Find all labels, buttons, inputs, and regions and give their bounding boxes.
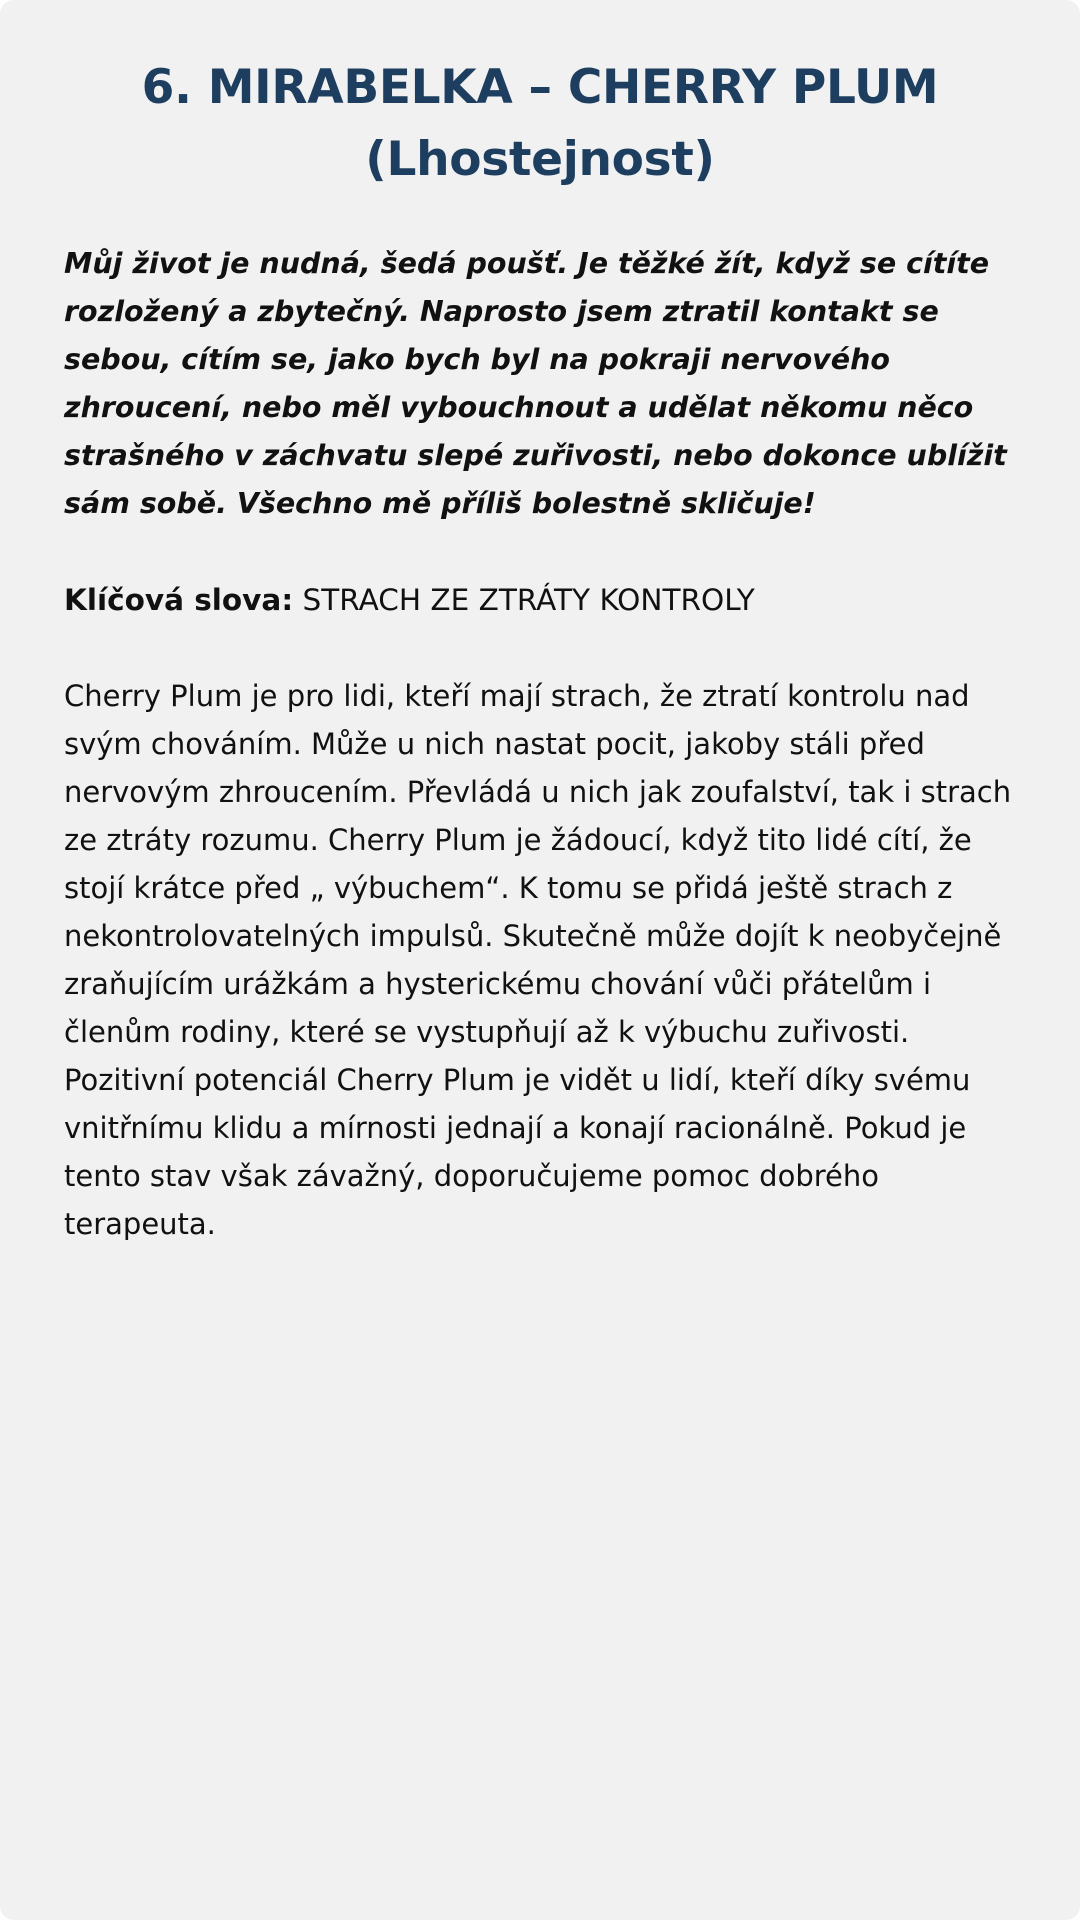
title-line-2: (Lhostejnost): [365, 132, 715, 187]
keywords-value: STRACH ZE ZTRÁTY KONTROLY: [302, 583, 755, 617]
page-title: [64, 52, 1016, 196]
title-line-1: 6. MIRABELKA – CHERRY PLUM: [141, 60, 939, 115]
description-paragraph: Cherry Plum je pro lidi, kteří mají strach, že ztratí kontrolu nad svým chováním. Může u nich nastat pocit, jakoby stáli před nervovým zhroucením. Převládá u nich jak zoufalství, tak i strach ze ztráty rozumu. Cherry Plum je žádoucí, když tito lidé cítí, že stojí krátce před „ výbuchem“. K tomu se přidá ještě strach z nekontrolovatelných impulsů. Skutečně může dojít k neobyčejně zraňujícím urážkám a hysterickému chování vůči přátelům i členům rodiny, které se vystupňují až k výbuchu zuřivosti. Pozitivní potenciál Cherry Plum je vidět u lidí, kteří díky svému vnitřnímu klidu a mírnosti jednají a konají racionálně. Pokud je tento stav však závažný, doporučujeme pomoc dobrého terapeuta.: [64, 679, 1012, 1241]
keywords-line: [64, 576, 1016, 624]
keywords-label: Klíčová slova:: [64, 583, 294, 617]
intro-quote: Můj život je nudná, šedá poušť. Je těžké žít, když se cítíte rozložený a zbytečný. Naprosto jsem ztratil kontakt se sebou, cítím se, jako bych byl na pokraji nervového zhroucení, nebo měl vybouchnout a udělat někomu něco strašného v záchvatu slepé zuřivosti, nebo dokonce ublížit sám sobě. Všechno mě příliš bolestně skličuje!: [64, 247, 1007, 520]
